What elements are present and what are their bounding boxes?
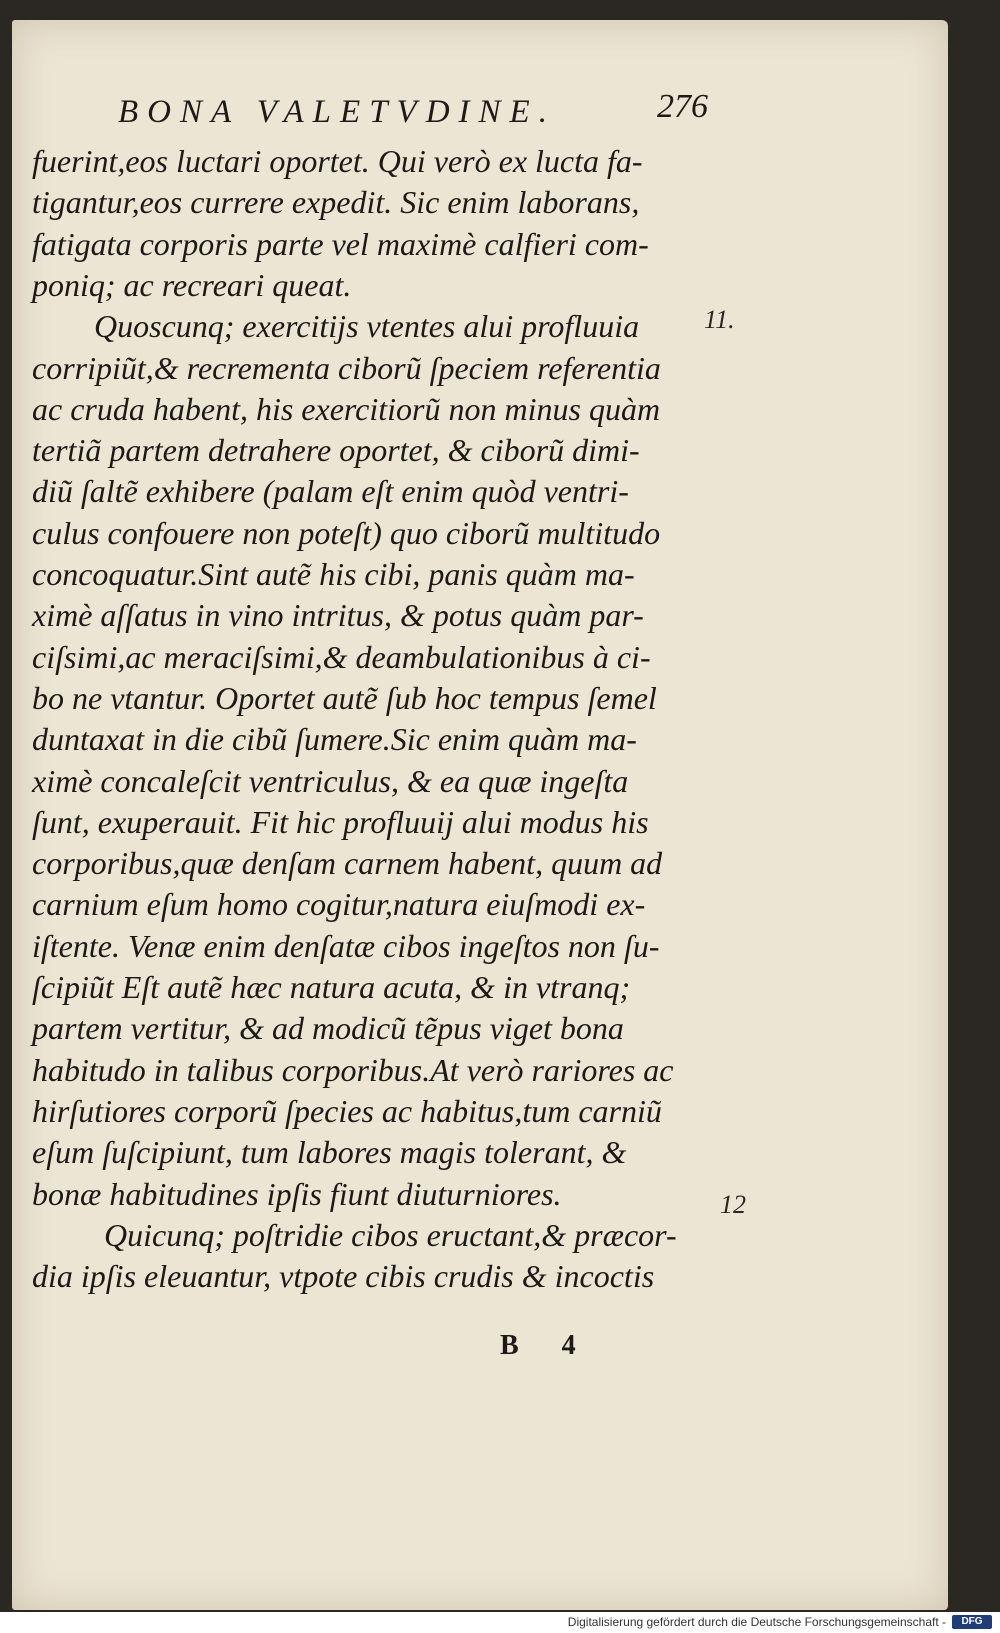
text-line: ciſsimi,ac meraciſsimi,& deambulationibus à ci- bbox=[32, 638, 651, 675]
text-line: duntaxat in die cibũ ſumere.Sic enim quàm ma- bbox=[32, 721, 637, 758]
text-line: partem vertitur, & ad modicũ tẽpus viget bona bbox=[32, 1010, 624, 1047]
text-line: corripiũt,& recrementa ciborũ ſpeciem referentia bbox=[32, 349, 661, 386]
text-line: poniq; ac recreari queat. bbox=[32, 266, 352, 303]
text-line: iſtente. Venæ enim denſatæ cibos ingeſtos non ſu- bbox=[32, 927, 660, 964]
margin-number-11: 11. bbox=[704, 305, 735, 334]
signature-mark: B 4 bbox=[500, 1330, 594, 1361]
text-line: concoquatur.Sint autẽ his cibi, panis quàm ma- bbox=[32, 556, 635, 592]
text-line: fatigata corporis parte vel maximè calfieri com- bbox=[32, 225, 649, 262]
text-line: tigantur,eos currere expedit. Sic enim laborans, bbox=[32, 184, 640, 221]
text-line: habitudo in talibus corporibus.At verò rariores ac bbox=[32, 1051, 674, 1088]
text-line: eſum ſuſcipiunt, tum labores magis tolerant, & bbox=[32, 1134, 627, 1171]
text-line: fuerint,eos luctari oportet. Qui verò ex lucta fa- bbox=[32, 143, 643, 179]
text-line: hirſutiores corporũ ſpecies ac habitus,tum carniũ bbox=[32, 1092, 662, 1129]
dfg-logo: DFG bbox=[952, 1615, 992, 1629]
margin-number-12: 12 bbox=[720, 1190, 746, 1219]
text-line: ximè concaleſcit ventriculus, & ea quæ ingeſta bbox=[32, 762, 629, 799]
text-line: ac cruda habent, his exercitiorũ non minus quàm bbox=[32, 390, 661, 427]
text-line: carnium eſum homo cogitur,natura eiuſmodi ex- bbox=[32, 886, 646, 923]
text-line: Quoscunq; exercitijs vtentes alui profluuia bbox=[94, 308, 640, 345]
text-line: bonæ habitudines ipſis fiunt diuturniores. bbox=[32, 1175, 562, 1212]
text-line: Quicunq; poſtridie cibos eructant,& præcor- bbox=[104, 1216, 677, 1253]
running-head: BONA VALETVDINE. bbox=[118, 94, 556, 130]
text-line: tertiã partem detrahere oportet, & ciborũ dimi- bbox=[32, 432, 640, 469]
text-line: diũ ſaltẽ exhibere (palam eſt enim quòd ventri- bbox=[32, 473, 629, 510]
digitization-credit: Digitalisierung gefördert durch die Deutsche Forschungsgemeinschaft - bbox=[567, 1615, 946, 1629]
text-line: ſunt, exuperauit. Fit hic profluuij alui modus his bbox=[32, 803, 649, 840]
text-line: corporibus,quæ denſam carnem habent, quum ad bbox=[32, 845, 663, 882]
page-number: 276 bbox=[657, 88, 708, 125]
text-line: bo ne vtantur. Oportet autẽ ſub hoc tempus ſemel bbox=[32, 679, 657, 716]
text-line: dia ipſis eleuantur, vtpote cibis crudis & incoctis bbox=[32, 1258, 655, 1295]
text-line: culus confouere non poteſt) quo ciborũ multitudo bbox=[32, 514, 661, 551]
page-header bbox=[118, 88, 708, 134]
text-line: ximè aſſatus in vino intritus, & potus quàm par- bbox=[32, 597, 644, 634]
text-line: ſcipiũt Eſt autẽ hæc natura acuta, & in vtranq; bbox=[32, 969, 631, 1005]
